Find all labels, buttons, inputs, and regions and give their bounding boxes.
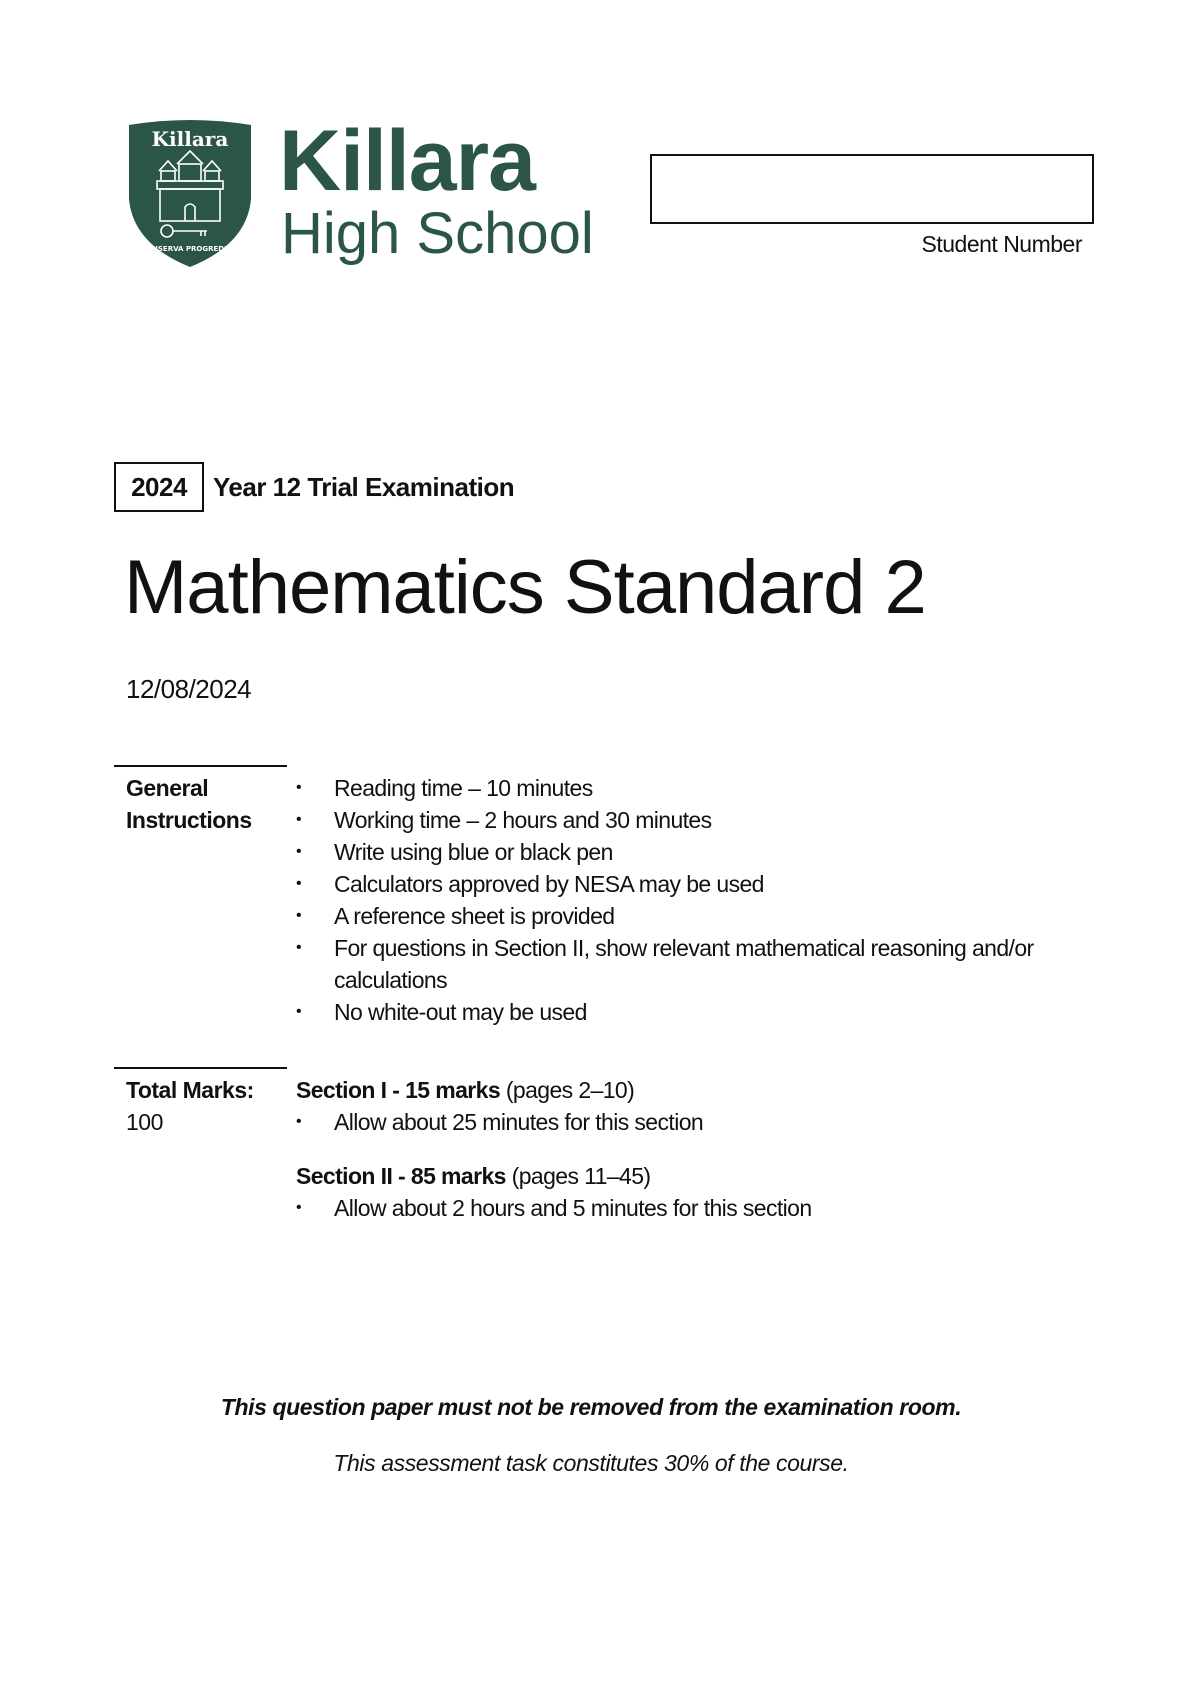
bullet-icon: • (296, 907, 302, 924)
list-item (296, 1192, 1076, 1224)
bullet-icon: • (296, 1113, 302, 1130)
school-name-killara: Killara (279, 113, 535, 209)
instruction-text: Write using blue or black pen (334, 839, 613, 865)
instruction-text: No white-out may be used (334, 999, 587, 1025)
instruction-text: Reading time – 10 minutes (334, 775, 593, 801)
general-instructions-label (126, 772, 252, 836)
section-note: Allow about 2 hours and 5 minutes for this section (334, 1195, 812, 1221)
instructions-list (296, 772, 1076, 1028)
svg-text:CONSERVA PROGREDERE: CONSERVA PROGREDERE (140, 245, 240, 253)
label-line: Instructions (126, 807, 252, 833)
instruction-text: Calculators approved by NESA may be used (334, 871, 764, 897)
school-crest-logo (125, 119, 255, 269)
divider (114, 765, 287, 767)
bullet-icon: • (296, 811, 302, 828)
list-item (296, 932, 1076, 996)
list-item (296, 804, 1076, 836)
divider (114, 1067, 287, 1069)
section-pages: (pages 11–45) (511, 1163, 651, 1189)
bullet-icon: • (296, 1199, 302, 1216)
school-name-high-school: High School (281, 201, 594, 266)
sections-list (296, 1074, 1076, 1224)
exam-type: Year 12 Trial Examination (213, 472, 515, 502)
list-item (296, 1106, 1076, 1138)
exam-year-badge: 2024 (114, 462, 204, 512)
section-note: Allow about 25 minutes for this section (334, 1109, 704, 1135)
total-marks-value: 100 (126, 1109, 163, 1135)
weighting-notice: This assessment task constitutes 30% of the course. (333, 1450, 849, 1476)
section-title: Section II - 85 marks (296, 1163, 506, 1189)
svg-text:Killara: Killara (151, 127, 229, 151)
bullet-icon: • (296, 843, 302, 860)
section-title: Section I - 15 marks (296, 1077, 501, 1103)
list-item (296, 996, 1076, 1028)
bullet-icon: • (296, 1003, 302, 1020)
exam-date: 12/08/2024 (126, 674, 252, 704)
exam-title: Mathematics Standard 2 (124, 545, 926, 630)
instruction-text: Working time – 2 hours and 30 minutes (334, 807, 712, 833)
bullet-icon: • (296, 779, 302, 796)
instruction-text: For questions in Section II, show relevant mathematical reasoning and/or calculations (334, 935, 1034, 993)
label-line: General (126, 775, 209, 801)
student-number-field[interactable] (650, 154, 1094, 224)
section-pages: (pages 2–10) (505, 1077, 635, 1103)
total-marks-heading: Total Marks: (126, 1077, 254, 1103)
section-1-heading (296, 1074, 1076, 1106)
list-item (296, 772, 1076, 804)
section-2-heading (296, 1160, 1076, 1192)
bullet-icon: • (296, 939, 302, 956)
list-item (296, 868, 1076, 900)
instruction-text: A reference sheet is provided (334, 903, 615, 929)
total-marks-label (126, 1074, 254, 1138)
bullet-icon: • (296, 875, 302, 892)
student-number-label: Student Number (921, 231, 1082, 257)
list-item (296, 836, 1076, 868)
list-item (296, 900, 1076, 932)
removal-notice: This question paper must not be removed from the examination room. (220, 1394, 962, 1420)
